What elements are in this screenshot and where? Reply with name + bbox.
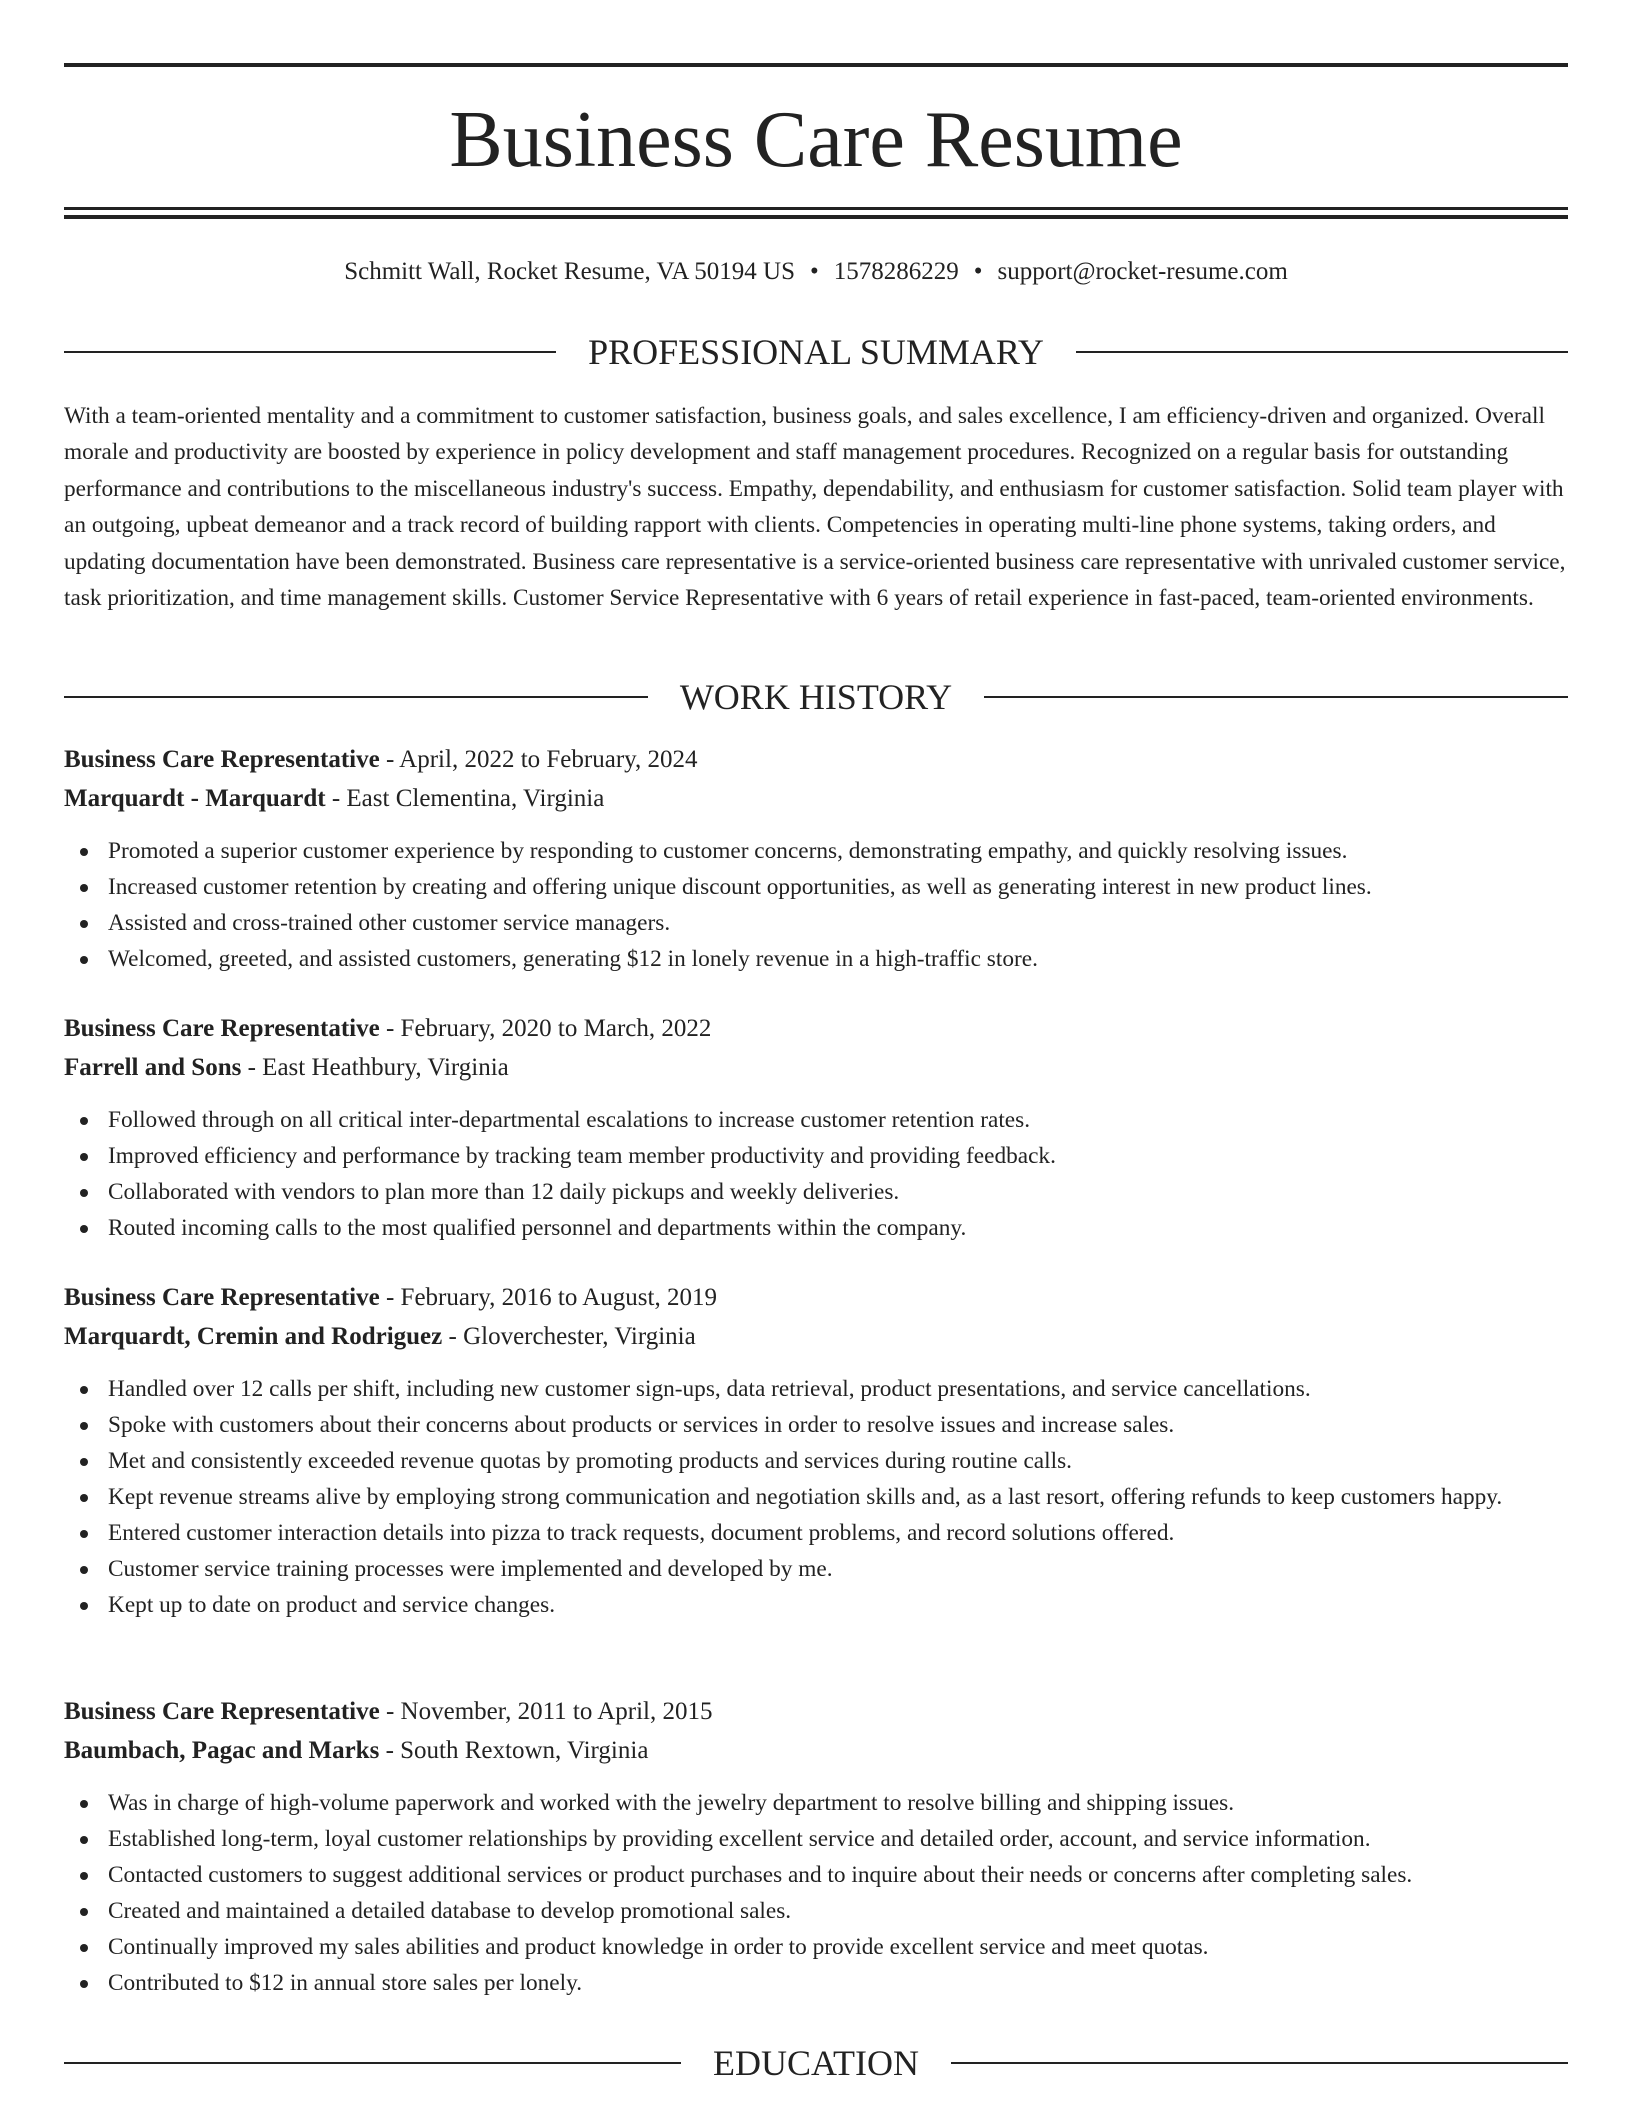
header-top-rule — [64, 63, 1568, 67]
job-bullets — [64, 833, 1568, 977]
job-bullet: Spoke with customers about their concerns about products or services in order to resolve issues and increase sales. — [64, 1407, 1568, 1443]
job-company-line — [64, 1049, 1568, 1088]
job-company-line — [64, 1732, 1568, 1771]
job-entry — [64, 1693, 1568, 2001]
job-bullets — [64, 1102, 1568, 1246]
contact-phone: 1578286229 — [833, 258, 959, 285]
job-bullet: Contributed to $12 in annual store sales per lonely. — [64, 1965, 1568, 2001]
contact-separator: • — [973, 258, 983, 285]
divider-line — [64, 2062, 681, 2064]
job-title-line — [64, 1279, 1568, 1318]
job-entry — [64, 1010, 1568, 1246]
job-title-line — [64, 1010, 1568, 1049]
job-bullet: Followed through on all critical inter-departmental escalations to increase customer retention rates. — [64, 1102, 1568, 1138]
job-dates: - February, 2020 to March, 2022 — [379, 1015, 712, 1042]
job-bullet: Created and maintained a detailed database to develop promotional sales. — [64, 1893, 1568, 1929]
header-double-rule-upper — [64, 207, 1568, 210]
contact-address: Schmitt Wall, Rocket Resume, VA 50194 US — [344, 258, 795, 285]
section-title-summary: PROFESSIONAL SUMMARY — [588, 332, 1044, 372]
job-entry — [64, 1279, 1568, 1623]
job-company: Farrell and Sons — [64, 1053, 242, 1081]
divider-line — [984, 696, 1568, 698]
job-bullet: Customer service training processes were implemented and developed by me. — [64, 1551, 1568, 1587]
job-company: Marquardt, Cremin and Rodriguez — [64, 1322, 443, 1350]
job-bullet: Increased customer retention by creating and offering unique discount opportunities, as well as generating interest in new product lines. — [64, 869, 1568, 905]
job-bullets — [64, 1371, 1568, 1623]
job-company: Marquardt - Marquardt — [64, 784, 326, 812]
header-double-rule-lower — [64, 215, 1568, 219]
job-bullet: Collaborated with vendors to plan more than 12 daily pickups and weekly deliveries. — [64, 1174, 1568, 1210]
job-bullet: Improved efficiency and performance by tracking team member productivity and providing feedback. — [64, 1138, 1568, 1174]
job-bullet: Contacted customers to suggest additional services or product purchases and to inquire about their needs or concerns after completing sales. — [64, 1857, 1568, 1893]
job-location: - East Clementina, Virginia — [325, 784, 605, 812]
job-title: Business Care Representative — [64, 746, 380, 773]
resume-title: Business Care Resume — [449, 96, 1183, 184]
job-bullet: Handled over 12 calls per shift, including new customer sign-ups, data retrieval, product presentations, and service cancellations. — [64, 1371, 1568, 1407]
job-bullet: Kept up to date on product and service changes. — [64, 1587, 1568, 1623]
section-title-education: EDUCATION — [713, 2043, 919, 2083]
job-location: - South Rextown, Virginia — [379, 1736, 649, 1764]
divider-line — [951, 2062, 1568, 2064]
divider-line — [1076, 351, 1568, 353]
section-heading-summary — [64, 332, 1568, 372]
job-bullet: Welcomed, greeted, and assisted customers, generating $12 in lonely revenue in a high-traffic store. — [64, 941, 1568, 977]
job-bullet: Entered customer interaction details into pizza to track requests, document problems, and record solutions offered. — [64, 1515, 1568, 1551]
job-company-line — [64, 1318, 1568, 1357]
summary-text: With a team-oriented mentality and a commitment to customer satisfaction, business goals, and sales excellence, I am efficiency-driven and organized. Overall morale and productivity are boosted by experience in policy development and staff management procedures. Recognized on a regular basis for outstanding performance and contributions to the miscellaneous industry's success. Empathy, dependability, and enthusiasm for customer satisfaction. Solid team player with an outgoing, upbeat demeanor and a track record of building rapport with clients. Competencies in operating multi-line phone systems, taking orders, and updating documentation have been demonstrated. Business care representative is a service-oriented business care representative with unrivaled customer service, task prioritization, and time management skills. Customer Service Representative with 6 years of retail experience in fast-paced, team-oriented environments. — [64, 403, 1566, 612]
divider-line — [64, 351, 556, 353]
job-bullet: Continually improved my sales abilities and product knowledge in order to provide excellent service and meet quotas. — [64, 1929, 1568, 1965]
divider-line — [64, 696, 648, 698]
job-dates: - April, 2022 to February, 2024 — [379, 746, 698, 773]
job-entry — [64, 741, 1568, 977]
section-heading-education — [64, 2043, 1568, 2083]
job-title-line — [64, 1693, 1568, 1732]
job-bullet: Was in charge of high-volume paperwork and worked with the jewelry department to resolve billing and shipping issues. — [64, 1785, 1568, 1821]
job-title: Business Care Representative — [64, 1015, 380, 1042]
job-bullet: Kept revenue streams alive by employing strong communication and negotiation skills and, as a last resort, offering refunds to keep customers happy. — [64, 1479, 1568, 1515]
job-location: - Gloverchester, Virginia — [442, 1322, 696, 1350]
job-company-line — [64, 780, 1568, 819]
job-bullet: Promoted a superior customer experience by responding to customer concerns, demonstrating empathy, and quickly resolving issues. — [64, 833, 1568, 869]
job-location: - East Heathbury, Virginia — [241, 1053, 509, 1081]
job-bullets — [64, 1785, 1568, 2001]
job-title: Business Care Representative — [64, 1284, 380, 1311]
job-title-line — [64, 741, 1568, 780]
section-title-work-history: WORK HISTORY — [679, 677, 953, 717]
contact-line — [64, 252, 1568, 292]
job-bullet: Met and consistently exceeded revenue quotas by promoting products and services during routine calls. — [64, 1443, 1568, 1479]
job-bullet: Routed incoming calls to the most qualified personnel and departments within the company. — [64, 1210, 1568, 1246]
job-dates: - November, 2011 to April, 2015 — [379, 1698, 713, 1725]
job-bullet: Assisted and cross-trained other customer service managers. — [64, 905, 1568, 941]
job-bullet: Established long-term, loyal customer relationships by providing excellent service and detailed order, account, and service information. — [64, 1821, 1568, 1857]
contact-separator: • — [809, 258, 819, 285]
contact-email: support@rocket-resume.com — [997, 258, 1288, 285]
job-title: Business Care Representative — [64, 1698, 380, 1725]
section-heading-work-history — [64, 677, 1568, 717]
job-company: Baumbach, Pagac and Marks — [64, 1736, 380, 1764]
job-dates: - February, 2016 to August, 2019 — [379, 1284, 717, 1311]
